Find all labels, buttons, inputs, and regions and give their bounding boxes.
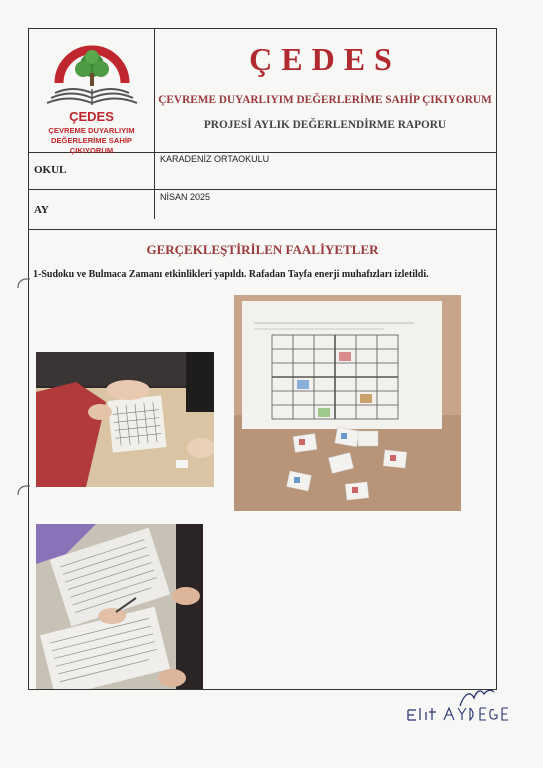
logo — [29, 29, 154, 155]
binder-hole-mark-icon — [16, 483, 32, 497]
ay-value: NİSAN 2025 — [160, 192, 211, 202]
activity-item-1: 1-Sudoku ve Bulmaca Zamanı etkinlikleri yapıldı. Rafadan Tayfa enerji muhafızları izletildi. — [33, 269, 429, 280]
logo-name: ÇEDES — [69, 109, 114, 124]
page-title: ÇEDES — [249, 41, 401, 77]
page-subtitle-line1: ÇEVREME DUYARLIYIM DEĞERLERİME SAHİP ÇIKIYORUM — [158, 94, 492, 106]
signature — [404, 686, 514, 722]
students-sudoku-photo — [36, 352, 214, 487]
report-frame — [28, 28, 497, 690]
row-divider — [29, 229, 496, 230]
section-heading: GERÇEKLEŞTİRİLEN FAALİYETLER — [146, 242, 379, 257]
binder-hole-mark-icon — [16, 276, 32, 290]
logo-slogan-line2: DEĞERLERİME SAHİP ÇIKIYORUM — [50, 136, 132, 155]
okul-label: OKUL — [34, 164, 67, 176]
ay-label: AY — [34, 204, 49, 216]
tree-book-logo-icon — [37, 31, 146, 111]
row-divider — [29, 189, 496, 190]
okul-value: KARADENİZ ORTAOKULU — [160, 154, 270, 164]
page-subtitle-line2: PROJESİ AYLIK DEĞERLENDİRME RAPORU — [203, 119, 447, 131]
puzzle-worksheet-photo — [36, 524, 203, 689]
logo-slogan-line1: ÇEVREME DUYARLIYIM — [48, 126, 135, 135]
logo-slogan — [29, 126, 154, 156]
sudoku-board-photo — [234, 295, 461, 511]
